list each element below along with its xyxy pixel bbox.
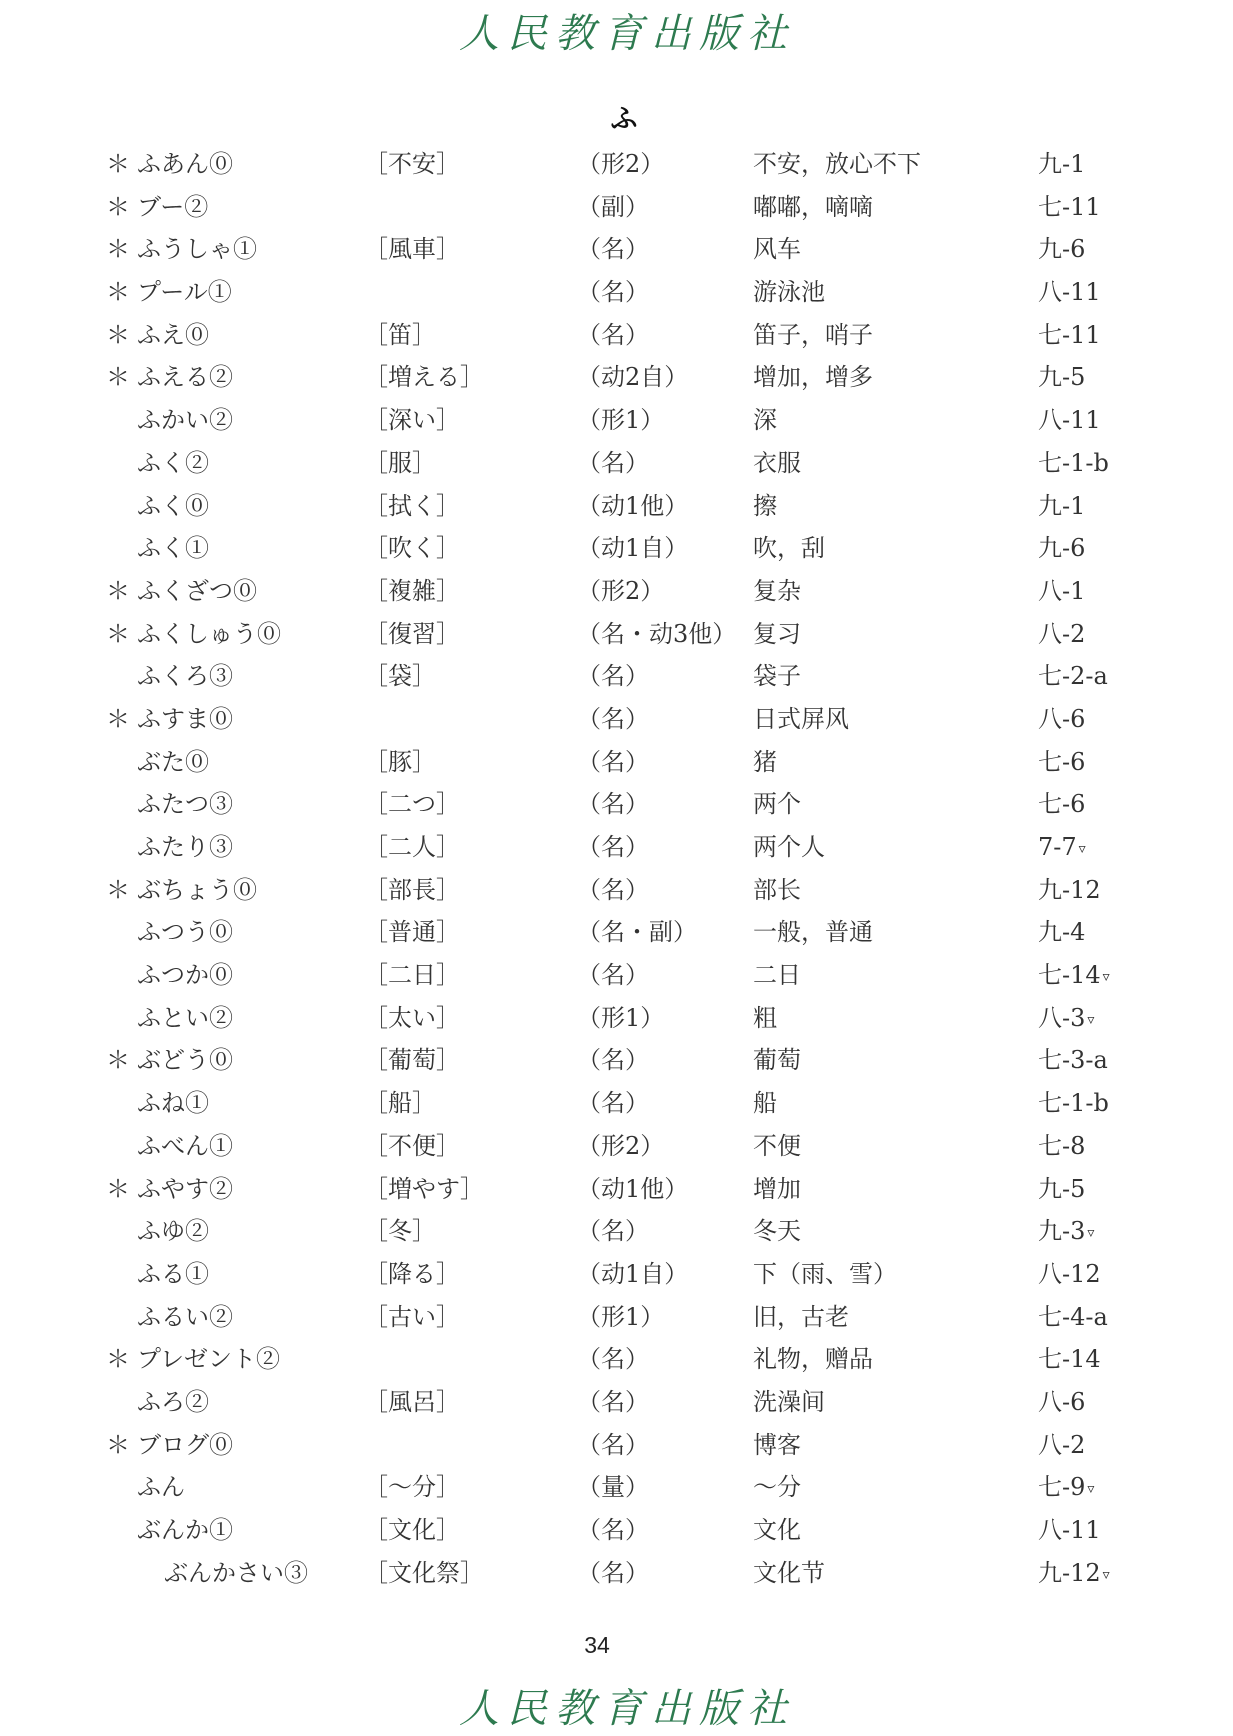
entry-kanji: ［二つ］ <box>364 790 460 819</box>
entry-pos: （名・副） <box>577 918 697 947</box>
entry-pos: （形2） <box>577 576 665 605</box>
entry-pos: （名・动3他） <box>577 619 737 648</box>
entry-lesson-code: 八-1 <box>1038 576 1086 605</box>
entry-lesson <box>1038 527 1087 572</box>
entry-lesson-mark: ▿ <box>1087 1225 1095 1242</box>
entry-pos: （名） <box>577 448 649 477</box>
entry-star: ＊ <box>106 1174 130 1203</box>
entry-lesson <box>1038 1210 1094 1255</box>
entry-row <box>0 1253 1233 1296</box>
entry-star: ＊ <box>106 1430 130 1459</box>
entry-kanji: ［不便］ <box>364 1131 460 1160</box>
entry-lesson-code: 九-3 <box>1038 1217 1086 1246</box>
entry-lesson <box>1038 1296 1110 1341</box>
entry-lesson <box>1038 1424 1087 1469</box>
entry-kana: ふうしゃ① <box>137 235 257 264</box>
entry-kana: ふすま⓪ <box>137 704 233 733</box>
entry-pos: （形2） <box>577 150 665 178</box>
entry-kanji: ［冬］ <box>364 1217 436 1246</box>
entry-kana: ふやす② <box>137 1174 233 1203</box>
entry-meaning: 复习 <box>753 619 801 648</box>
entry-lesson <box>1038 1381 1087 1426</box>
entry-lesson-mark: ▿ <box>1087 1011 1095 1028</box>
entry-meaning: 文化节 <box>753 1558 825 1587</box>
entry-kana: ふく⓪ <box>137 491 209 520</box>
entry-kanji: ［二人］ <box>364 833 460 861</box>
entry-pos: （动1自） <box>577 534 689 563</box>
entry-kanji: ［豚］ <box>364 747 436 776</box>
entry-pos: （名） <box>577 278 649 307</box>
entry-pos: （动1他） <box>577 1174 689 1203</box>
entry-lesson <box>1038 783 1087 828</box>
entry-lesson <box>1038 1125 1087 1170</box>
entry-pos: （名） <box>577 961 649 990</box>
entry-star: ＊ <box>106 278 130 307</box>
entry-kana: ぶんかさい③ <box>164 1558 308 1587</box>
entry-kanji: ［文化祭］ <box>364 1558 484 1587</box>
entry-pos: （名） <box>577 1558 649 1587</box>
entry-lesson <box>1038 314 1103 359</box>
entry-row <box>0 954 1233 997</box>
entry-lesson <box>1038 1039 1110 1084</box>
entry-lesson-code: 九-12 <box>1038 875 1101 904</box>
entry-lesson <box>1038 442 1111 487</box>
entry-lesson-code: 七-6 <box>1038 747 1086 776</box>
entry-kanji: ［降る］ <box>364 1259 460 1288</box>
entry-lesson-code: 七-11 <box>1038 320 1101 349</box>
entry-lesson-code: 八-11 <box>1038 406 1101 435</box>
entry-lesson <box>1038 1253 1103 1298</box>
entry-kana: ふつか⓪ <box>137 961 233 990</box>
entry-row <box>0 1039 1233 1082</box>
entry-meaning: 文化 <box>753 1516 801 1544</box>
entry-star: ＊ <box>106 363 130 392</box>
entry-kanji: ［服］ <box>364 448 436 477</box>
entry-row <box>0 1296 1233 1339</box>
entry-row <box>0 485 1233 528</box>
entry-kanji: ［笛］ <box>364 320 436 349</box>
entry-lesson <box>1038 1552 1110 1597</box>
entry-row <box>0 442 1233 485</box>
entry-lesson-code: 七-1-b <box>1038 1089 1109 1118</box>
entry-star: ＊ <box>106 875 130 904</box>
entry-lesson <box>1038 997 1094 1042</box>
entry-meaning: 衣服 <box>753 448 801 477</box>
entry-pos: （副） <box>577 192 649 221</box>
entry-kanji: ［不安］ <box>364 150 460 178</box>
entry-pos: （动1他） <box>577 491 689 520</box>
entry-lesson-code: 九-5 <box>1038 363 1086 392</box>
entry-kanji: ［～分］ <box>364 1473 460 1502</box>
entry-row <box>0 527 1233 570</box>
entry-lesson-code: 八-6 <box>1038 1387 1086 1416</box>
entry-row <box>0 1125 1233 1168</box>
entry-kana: ブー② <box>137 192 209 221</box>
entry-star: ＊ <box>106 576 130 605</box>
entry-pos: （形2） <box>577 1131 665 1160</box>
entry-lesson <box>1038 698 1087 743</box>
entry-lesson <box>1038 869 1103 914</box>
entry-lesson-code: 七-6 <box>1038 790 1086 819</box>
entry-kana: ふゆ② <box>137 1217 209 1246</box>
entry-pos: （形1） <box>577 1003 665 1032</box>
entry-row <box>0 741 1233 784</box>
entry-lesson-code: 八-11 <box>1038 1516 1101 1544</box>
entry-lesson-code: 七-2-a <box>1038 662 1108 691</box>
entry-row <box>0 228 1233 271</box>
entry-lesson-code: 九-12 <box>1038 1558 1101 1587</box>
entry-meaning: 游泳池 <box>753 278 825 307</box>
entry-lesson-code: 七-1-b <box>1038 448 1109 477</box>
entry-meaning: 日式屏风 <box>753 704 849 733</box>
entry-kanji: ［復習］ <box>364 619 460 648</box>
entry-star: ＊ <box>106 704 130 733</box>
entry-kana: ふえ⓪ <box>137 320 209 349</box>
entry-lesson-mark: ▿ <box>1087 1481 1095 1498</box>
entry-meaning: 笛子，哨子 <box>753 320 873 349</box>
entry-lesson-code: 八-11 <box>1038 278 1101 307</box>
entry-pos: （名） <box>577 235 649 264</box>
entry-row <box>0 613 1233 656</box>
entry-row <box>0 698 1233 741</box>
entry-row <box>0 314 1233 357</box>
entry-lesson-code: 九-6 <box>1038 534 1086 563</box>
entry-row <box>0 997 1233 1040</box>
entry-pos: （形1） <box>577 1302 665 1331</box>
entry-meaning: 深 <box>753 406 777 435</box>
entry-kana: ぶた⓪ <box>137 747 209 776</box>
entry-meaning: 二日 <box>753 961 801 990</box>
entry-meaning: 增加 <box>753 1174 801 1203</box>
entry-kanji: ［二日］ <box>364 961 460 990</box>
entry-pos: （名） <box>577 1387 649 1416</box>
entry-meaning: 博客 <box>753 1430 801 1459</box>
entry-lesson <box>1038 1466 1094 1511</box>
entry-kana: ふろ② <box>137 1387 209 1416</box>
entry-row <box>0 143 1233 186</box>
entry-lesson <box>1038 271 1103 316</box>
entry-star: ＊ <box>106 619 130 648</box>
entry-lesson <box>1038 826 1086 871</box>
entry-lesson <box>1038 228 1087 273</box>
entry-pos: （动2自） <box>577 363 689 392</box>
entry-lesson <box>1038 399 1103 444</box>
entry-kana: ふるい② <box>137 1302 233 1331</box>
entry-meaning: 袋子 <box>753 662 801 691</box>
entry-meaning: 旧，古老 <box>753 1302 849 1331</box>
entry-meaning: 下（雨、雪） <box>753 1259 897 1288</box>
entry-lesson-code: 七-3-a <box>1038 1046 1108 1075</box>
entry-pos: （名） <box>577 1345 649 1374</box>
entry-kanji: ［風車］ <box>364 235 460 264</box>
entry-lesson <box>1038 485 1087 530</box>
entry-kana: ふつう⓪ <box>137 918 233 947</box>
entry-row <box>0 869 1233 912</box>
entry-kanji: ［普通］ <box>364 918 460 947</box>
entry-row <box>0 1210 1233 1253</box>
entry-lesson <box>1038 911 1087 956</box>
entry-lesson-code: 七-4-a <box>1038 1302 1108 1331</box>
entry-star: ＊ <box>106 1046 130 1075</box>
entry-meaning: 冬天 <box>753 1217 801 1246</box>
entry-lesson-mark: ▿ <box>1078 841 1086 857</box>
entry-kana: ふあん⓪ <box>137 150 233 178</box>
entry-kanji: ［拭く］ <box>364 491 460 520</box>
entry-kanji: ［増える］ <box>364 363 484 392</box>
entry-kana: ふたり③ <box>137 833 233 861</box>
entry-kanji: ［太い］ <box>364 1003 460 1032</box>
entry-pos: （名） <box>577 1089 649 1118</box>
entry-kanji: ［深い］ <box>364 406 460 435</box>
entry-lesson <box>1038 954 1110 999</box>
entry-kanji: ［増やす］ <box>364 1174 484 1203</box>
entry-pos: （名） <box>577 1217 649 1246</box>
entry-meaning: 粗 <box>753 1003 777 1032</box>
entry-meaning: 增加，增多 <box>753 363 873 392</box>
entry-kana: ふん <box>137 1473 185 1502</box>
entry-row <box>0 1168 1233 1211</box>
entry-pos: （名） <box>577 320 649 349</box>
entry-lesson-code: 八-3 <box>1038 1003 1086 1032</box>
entry-lesson-code: 九-1 <box>1038 150 1086 178</box>
entry-kanji: ［古い］ <box>364 1302 460 1331</box>
entry-kana: ふとい② <box>137 1003 233 1032</box>
entry-kana: ふべん① <box>137 1131 233 1160</box>
entry-kana: ぶどう⓪ <box>137 1046 233 1075</box>
entry-meaning: 嘟嘟，嘀嘀 <box>753 192 873 221</box>
entry-lesson-code: 八-6 <box>1038 704 1086 733</box>
entry-lesson <box>1038 741 1087 786</box>
entry-meaning: ～分 <box>753 1473 801 1502</box>
entry-pos: （量） <box>577 1473 649 1502</box>
entry-lesson <box>1038 1168 1087 1213</box>
entry-star: ＊ <box>106 150 130 178</box>
entry-kana: ふたつ③ <box>137 790 233 819</box>
entry-meaning: 复杂 <box>753 576 801 605</box>
entry-meaning: 部长 <box>753 875 801 904</box>
entry-row <box>0 1509 1233 1552</box>
entry-lesson <box>1038 1082 1111 1127</box>
entry-lesson <box>1038 613 1087 658</box>
entry-meaning: 船 <box>753 1089 777 1118</box>
entry-meaning: 一般，普通 <box>753 918 873 947</box>
entry-meaning: 不便 <box>753 1131 801 1160</box>
entry-kanji: ［部長］ <box>364 875 460 904</box>
entry-lesson-code: 7-7 <box>1038 833 1077 861</box>
entry-lesson-mark: ▿ <box>1102 969 1110 986</box>
entry-lesson-code: 九-6 <box>1038 235 1086 264</box>
entry-kana: ふえる② <box>137 363 233 392</box>
entry-lesson-code: 八-12 <box>1038 1259 1101 1288</box>
entry-kana: ふくざつ⓪ <box>137 576 257 605</box>
entry-lesson-code: 七-11 <box>1038 192 1101 221</box>
entry-row <box>0 1466 1233 1509</box>
entry-pos: （名） <box>577 747 649 776</box>
entry-pos: （名） <box>577 1046 649 1075</box>
entry-lesson-code: 七-8 <box>1038 1131 1086 1160</box>
entry-pos: （名） <box>577 1430 649 1459</box>
entry-lesson <box>1038 570 1087 615</box>
entry-pos: （名） <box>577 833 649 861</box>
entry-kanji: ［文化］ <box>364 1516 460 1544</box>
entry-lesson <box>1038 143 1087 188</box>
entry-pos: （名） <box>577 662 649 691</box>
entry-row <box>0 356 1233 399</box>
entry-star: ＊ <box>106 192 130 221</box>
entry-row <box>0 826 1233 869</box>
entry-row <box>0 570 1233 613</box>
entry-lesson <box>1038 356 1087 401</box>
entry-row <box>0 1424 1233 1467</box>
entry-meaning: 吹，刮 <box>753 534 825 563</box>
entry-kana: ふかい② <box>137 406 233 435</box>
section-heading: ふ <box>610 104 638 135</box>
entry-lesson <box>1038 1509 1103 1554</box>
entry-kanji: ［複雑］ <box>364 576 460 605</box>
entry-lesson-code: 七-9 <box>1038 1473 1086 1502</box>
entry-kanji: ［風呂］ <box>364 1387 460 1416</box>
entry-meaning: 猪 <box>753 747 777 776</box>
entry-lesson-code: 九-4 <box>1038 918 1086 947</box>
entry-meaning: 擦 <box>753 491 777 520</box>
entry-star: ＊ <box>106 1345 130 1374</box>
entry-kanji: ［葡萄］ <box>364 1046 460 1075</box>
entry-meaning: 两个 <box>753 790 801 819</box>
publisher-logo-footer: 人民教育出版社 <box>459 1686 795 1732</box>
entry-kana: ブログ⓪ <box>137 1430 233 1459</box>
entry-pos: （名） <box>577 1516 649 1544</box>
entry-pos: （动1自） <box>577 1259 689 1288</box>
entry-row <box>0 186 1233 229</box>
entry-pos: （名） <box>577 875 649 904</box>
entry-lesson <box>1038 655 1110 700</box>
entry-lesson-mark: ▿ <box>1102 1566 1110 1583</box>
entry-row <box>0 1552 1233 1595</box>
entry-meaning: 风车 <box>753 235 801 264</box>
entry-kana: プレゼント② <box>137 1345 281 1374</box>
entry-kana: ぶちょう⓪ <box>137 875 257 904</box>
entry-row <box>0 399 1233 442</box>
entry-row <box>0 1338 1233 1381</box>
entry-row <box>0 1381 1233 1424</box>
entry-row <box>0 271 1233 314</box>
entry-pos: （形1） <box>577 406 665 435</box>
entry-meaning: 洗澡间 <box>753 1387 825 1416</box>
entry-kana: ふくろ③ <box>137 662 233 691</box>
entry-kana: ふく① <box>137 534 209 563</box>
entry-meaning: 礼物，赠品 <box>753 1345 873 1374</box>
entry-lesson-code: 七-14 <box>1038 1345 1101 1374</box>
entry-row <box>0 783 1233 826</box>
entry-star: ＊ <box>106 235 130 264</box>
entry-kanji: ［袋］ <box>364 662 436 691</box>
entry-kana: ぶんか① <box>137 1516 233 1544</box>
entry-pos: （名） <box>577 790 649 819</box>
vocabulary-list <box>0 143 1233 1594</box>
entry-kanji: ［船］ <box>364 1089 436 1118</box>
entry-meaning: 葡萄 <box>753 1046 801 1075</box>
entry-kana: ふくしゅう⓪ <box>137 619 281 648</box>
entry-kana: プール① <box>137 278 232 307</box>
entry-lesson <box>1038 186 1103 231</box>
entry-pos: （名） <box>577 704 649 733</box>
entry-lesson-code: 八-2 <box>1038 1430 1086 1459</box>
entry-kana: ふる① <box>137 1259 209 1288</box>
entry-meaning: 不安，放心不下 <box>753 150 921 178</box>
entry-kanji: ［吹く］ <box>364 534 460 563</box>
entry-kana: ふく② <box>137 448 209 477</box>
entry-row <box>0 655 1233 698</box>
publisher-logo-header: 人民教育出版社 <box>459 11 795 57</box>
entry-kana: ふね① <box>137 1089 209 1118</box>
entry-lesson-code: 八-2 <box>1038 619 1086 648</box>
page-number: 34 <box>584 1632 610 1658</box>
entry-meaning: 两个人 <box>753 833 825 861</box>
entry-lesson <box>1038 1338 1103 1383</box>
entry-lesson-code: 九-5 <box>1038 1174 1086 1203</box>
entry-lesson-code: 九-1 <box>1038 491 1086 520</box>
entry-lesson-code: 七-14 <box>1038 961 1101 990</box>
entry-row <box>0 911 1233 954</box>
entry-row <box>0 1082 1233 1125</box>
entry-star: ＊ <box>106 320 130 349</box>
